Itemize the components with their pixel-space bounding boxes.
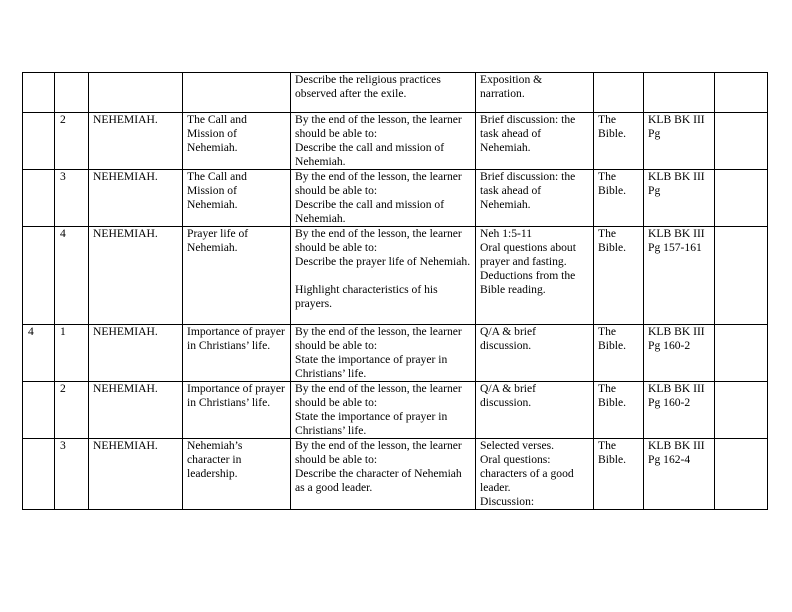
resources-cell: The Bible.: [594, 227, 644, 325]
subtopic-cell: Importance of prayer in Christians’ life.: [183, 325, 291, 382]
objective-line: State the importance of prayer in Christians’ life.: [295, 353, 448, 380]
table-row: [23, 73, 768, 113]
scheme-of-work-table: [22, 72, 768, 510]
subtopic-cell: Importance of prayer in Christians’ life.: [183, 382, 291, 439]
activities-text: Selected verses. Oral questions: characters of a good leader. Discussion:: [480, 439, 574, 508]
activities-text: Brief discussion: the task ahead of Nehemiah.: [480, 113, 576, 154]
remarks-cell: [715, 73, 768, 113]
topic-cell: NEHEMIAH.: [89, 439, 183, 510]
week-cell: 4: [23, 325, 55, 382]
references-cell: [644, 73, 715, 113]
activities-cell: [476, 170, 594, 227]
resources-cell: The Bible.: [594, 382, 644, 439]
table-row: [23, 113, 768, 170]
objective-line: Describe the character of Nehemiah as a good leader.: [295, 467, 462, 494]
activities-text: Q/A & brief discussion.: [480, 382, 537, 409]
lesson-cell: 4: [55, 227, 89, 325]
objectives-cell: [291, 227, 476, 325]
objective-line: Describe the call and mission of Nehemiah.: [295, 141, 445, 168]
objective-line: State the importance of prayer in Christians’ life.: [295, 410, 448, 437]
resources-cell: The Bible.: [594, 170, 644, 227]
objective-line: Highlight characteristics of his prayers.: [295, 283, 438, 310]
resources-cell: [594, 73, 644, 113]
objective-line: By the end of the lesson, the learner should be able to:: [295, 382, 462, 409]
references-cell: KLB BK III Pg: [644, 113, 715, 170]
activities-text: Q/A & brief discussion.: [480, 325, 537, 352]
lesson-cell: 3: [55, 170, 89, 227]
resources-cell: The Bible.: [594, 325, 644, 382]
objectives-cell: [291, 73, 476, 113]
topic-cell: NEHEMIAH.: [89, 113, 183, 170]
activities-cell: [476, 227, 594, 325]
activities-cell: [476, 439, 594, 510]
references-cell: KLB BK III Pg 162-4: [644, 439, 715, 510]
subtopic-cell: The Call and Mission of Nehemiah.: [183, 170, 291, 227]
objective-line: By the end of the lesson, the learner should be able to:: [295, 113, 462, 140]
activities-cell: [476, 113, 594, 170]
references-cell: KLB BK III Pg 160-2: [644, 325, 715, 382]
topic-cell: [89, 73, 183, 113]
lesson-cell: 3: [55, 439, 89, 510]
table-row: [23, 227, 768, 325]
lesson-cell: 2: [55, 382, 89, 439]
topic-cell: NEHEMIAH.: [89, 170, 183, 227]
objectives-cell: [291, 439, 476, 510]
subtopic-cell: Nehemiah’s character in leadership.: [183, 439, 291, 510]
topic-cell: NEHEMIAH.: [89, 227, 183, 325]
remarks-cell: [715, 382, 768, 439]
lesson-cell: [55, 73, 89, 113]
table-row: [23, 439, 768, 510]
activities-cell: [476, 73, 594, 113]
subtopic-cell: The Call and Mission of Nehemiah.: [183, 113, 291, 170]
objective-line: Describe the call and mission of Nehemiah.: [295, 198, 445, 225]
references-cell: KLB BK III Pg 157-161: [644, 227, 715, 325]
week-cell: [23, 382, 55, 439]
objective-line: Describe the religious practices observed after the exile.: [295, 73, 441, 100]
activities-cell: [476, 382, 594, 439]
lesson-cell: 2: [55, 113, 89, 170]
week-cell: [23, 170, 55, 227]
objective-line: By the end of the lesson, the learner should be able to:: [295, 227, 462, 254]
remarks-cell: [715, 325, 768, 382]
objective-line: By the end of the lesson, the learner should be able to:: [295, 325, 462, 352]
topic-cell: NEHEMIAH.: [89, 382, 183, 439]
subtopic-cell: [183, 73, 291, 113]
week-cell: [23, 439, 55, 510]
scheme-of-work-page: [22, 72, 767, 510]
week-cell: [23, 113, 55, 170]
lesson-cell: 1: [55, 325, 89, 382]
references-cell: KLB BK III Pg: [644, 170, 715, 227]
objective-line: By the end of the lesson, the learner should be able to:: [295, 439, 462, 466]
table-row: [23, 325, 768, 382]
activities-cell: [476, 325, 594, 382]
activities-text: Neh 1:5-11 Oral questions about prayer and fasting. Deductions from the Bible reading.: [480, 227, 576, 296]
table-row: [23, 170, 768, 227]
objective-line: By the end of the lesson, the learner should be able to:: [295, 170, 462, 197]
objective-line: Describe the prayer life of Nehemiah.: [295, 255, 471, 268]
topic-cell: NEHEMIAH.: [89, 325, 183, 382]
remarks-cell: [715, 113, 768, 170]
remarks-cell: [715, 170, 768, 227]
remarks-cell: [715, 439, 768, 510]
activities-text: Exposition & narration.: [480, 73, 543, 100]
objectives-cell: [291, 325, 476, 382]
resources-cell: The Bible.: [594, 439, 644, 510]
week-cell: [23, 227, 55, 325]
objectives-cell: [291, 170, 476, 227]
activities-text: Brief discussion: the task ahead of Nehemiah.: [480, 170, 576, 211]
objective-spacer: [295, 269, 471, 283]
remarks-cell: [715, 227, 768, 325]
objectives-cell: [291, 113, 476, 170]
resources-cell: The Bible.: [594, 113, 644, 170]
table-row: [23, 382, 768, 439]
references-cell: KLB BK III Pg 160-2: [644, 382, 715, 439]
objectives-cell: [291, 382, 476, 439]
subtopic-cell: Prayer life of Nehemiah.: [183, 227, 291, 325]
week-cell: [23, 73, 55, 113]
